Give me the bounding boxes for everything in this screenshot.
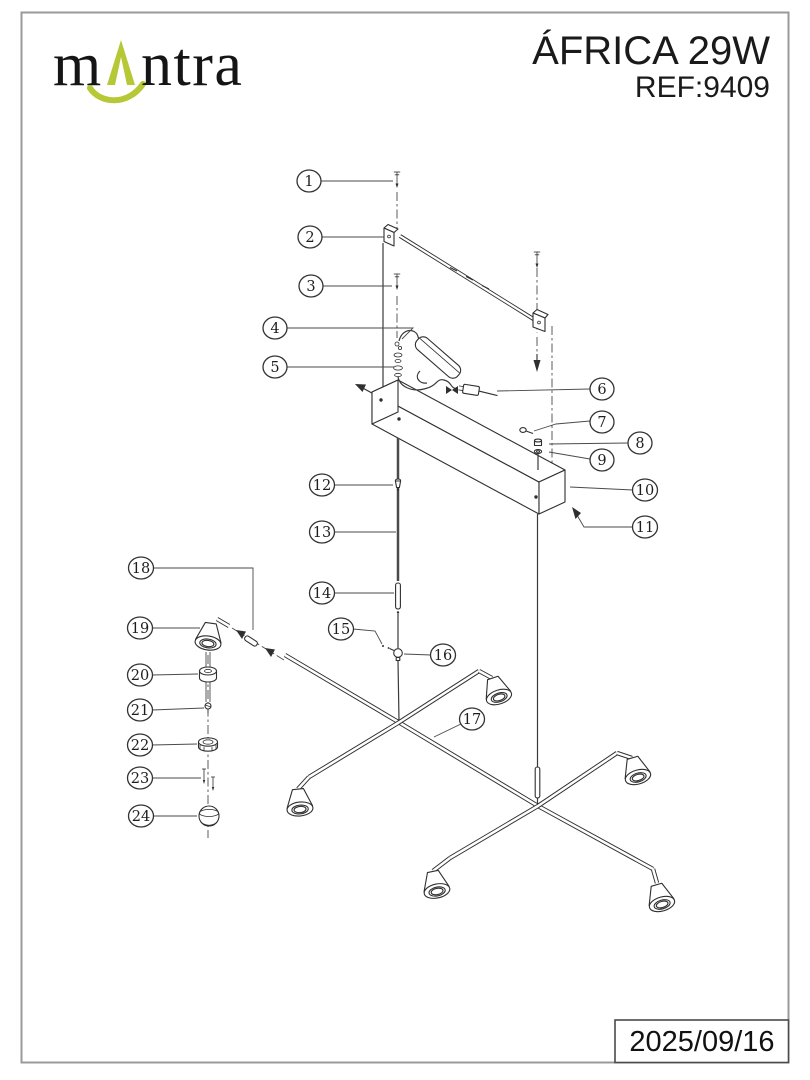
svg-text:20: 20: [130, 668, 150, 684]
collar-20: [200, 667, 217, 682]
down-arrow-icon: [534, 360, 541, 372]
cable-gripper-12: [395, 481, 400, 488]
revision-date: 2025/09/16: [629, 1026, 775, 1058]
svg-text:17: 17: [462, 712, 482, 728]
cone-bottom-center: [420, 869, 451, 901]
right-suspension-cable: [535, 514, 540, 805]
frame-bars: [285, 655, 657, 883]
callout-15: [329, 618, 354, 640]
svg-text:3: 3: [306, 279, 316, 295]
cable-rod: [535, 767, 540, 798]
cone-bottom-right: [644, 881, 676, 914]
callout-13: [310, 521, 335, 543]
callout-9: [590, 449, 614, 471]
svg-text:2: 2: [305, 230, 315, 246]
callout-2: [298, 226, 322, 248]
exploded-head-parts: [199, 652, 220, 826]
fixing-screw-7: [520, 428, 533, 434]
svg-text:18: 18: [131, 561, 151, 577]
leader-arrow-11: [572, 507, 581, 519]
callout-4: [263, 317, 287, 339]
callout-7: [590, 411, 614, 433]
bar-tip-arrow-icon: [265, 648, 275, 657]
svg-text:24: 24: [131, 809, 151, 825]
wire-loop: [417, 371, 427, 383]
nut-8: [535, 439, 542, 445]
cone-left: [285, 788, 314, 818]
svg-text:9: 9: [597, 453, 607, 469]
callout-10: [633, 479, 658, 501]
callout-12: [310, 474, 335, 496]
callout-22: [128, 734, 153, 756]
svg-text:22: 22: [130, 738, 150, 754]
led-driver: [413, 334, 464, 381]
product-ref: REF:9409: [634, 71, 770, 104]
logo-caret-icon: [107, 40, 135, 85]
connector-plug: [458, 383, 498, 398]
logo-text-ntra: ntra: [141, 31, 244, 99]
svg-text:10: 10: [635, 483, 655, 499]
svg-text:15: 15: [331, 622, 351, 638]
left-suspension-cable: [388, 438, 403, 721]
mounting-screw-mid-left: [394, 274, 400, 290]
screw-dot-right: [534, 495, 537, 498]
cone-top-right: [480, 674, 513, 708]
svg-text:4: 4: [270, 321, 280, 337]
callout-14: [310, 582, 335, 604]
cone-exploded-19: [194, 621, 224, 651]
callout-24: [129, 805, 154, 827]
cable-ball-16: [394, 649, 403, 658]
svg-text:19: 19: [130, 621, 150, 637]
center-lines: [208, 192, 552, 838]
svg-text:8: 8: [635, 436, 645, 452]
set-screw-15: [390, 649, 395, 651]
cable-sleeve-14: [396, 583, 401, 609]
date-box: [615, 1020, 789, 1063]
stud-18: [244, 635, 259, 647]
callout-16: [431, 644, 456, 666]
up-left-arrow-icon: [355, 384, 366, 392]
callout-1: [297, 170, 321, 192]
svg-text:7: 7: [597, 415, 607, 431]
screw-21: [205, 703, 211, 713]
brand-logo: [53, 31, 243, 100]
screws-23: [202, 769, 215, 791]
callout-18: [129, 557, 154, 579]
product-title: ÁFRICA 29W: [532, 29, 770, 73]
callout-6: [590, 378, 614, 400]
callout-3: [299, 275, 323, 297]
callout-17: [460, 708, 485, 730]
callout-23: [128, 767, 153, 789]
svg-text:11: 11: [635, 520, 655, 536]
canopy-box: [372, 380, 565, 514]
terminal-mark: [446, 386, 458, 394]
svg-text:14: 14: [312, 586, 332, 602]
washer-9: [534, 450, 541, 454]
callout-5: [263, 356, 287, 378]
screw-dot-left: [379, 398, 382, 401]
logo-text-m: m: [53, 31, 103, 99]
svg-text:21: 21: [130, 703, 150, 719]
svg-text:13: 13: [312, 525, 332, 541]
wire-washer-stack: [394, 342, 403, 377]
callout-19: [128, 617, 153, 639]
mounting-screw-top-left: [394, 172, 400, 188]
svg-text:23: 23: [130, 771, 150, 787]
screw-dot-center: [397, 417, 400, 420]
callout-20: [128, 664, 153, 686]
mounting-screw-right: [534, 252, 540, 268]
ring-nut-22: [199, 738, 218, 751]
svg-text:1: 1: [304, 174, 314, 190]
svg-text:5: 5: [270, 360, 280, 376]
svg-text:12: 12: [312, 478, 332, 494]
callout-21: [128, 699, 153, 721]
callout-8: [628, 432, 652, 454]
svg-text:6: 6: [597, 382, 607, 398]
callout-11: [633, 516, 658, 538]
lamp-24: [199, 806, 219, 826]
svg-text:16: 16: [433, 648, 453, 664]
ceiling-bracket: [384, 225, 548, 332]
cone-right: [620, 754, 652, 787]
